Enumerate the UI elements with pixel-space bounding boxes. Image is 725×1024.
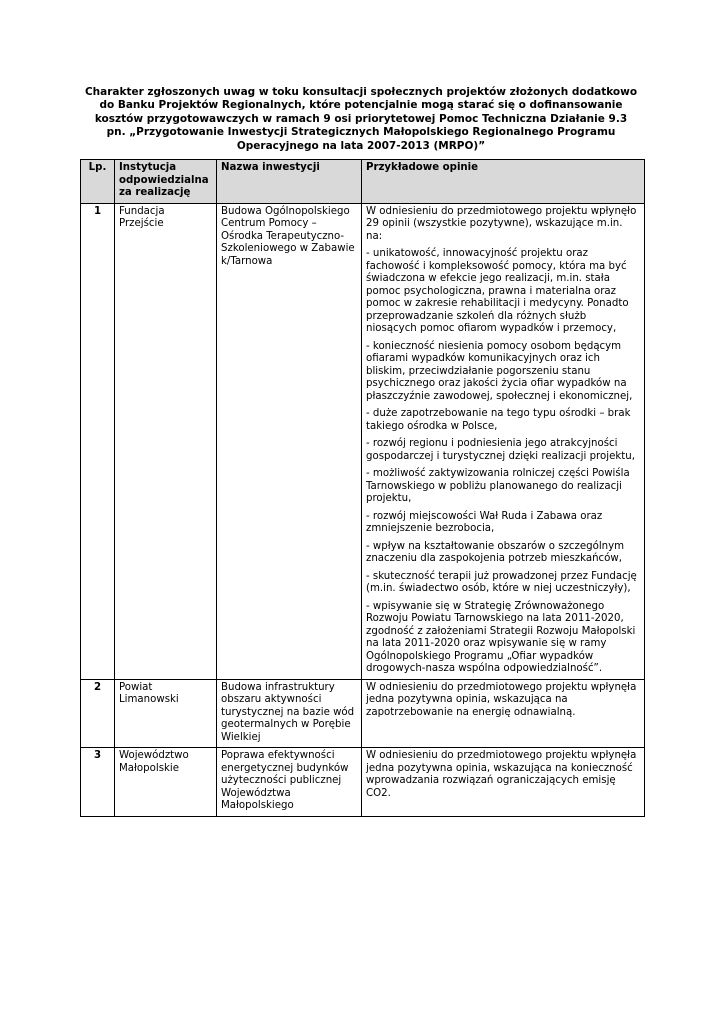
table-body [81, 203, 645, 816]
cell-institution: Powiat Limanowski [115, 679, 217, 748]
opinion-item: - wpisywanie się w Strategię Zrównoważonego Rozwoju Powiatu Tarnowskiego na lata 2011-2020, zgodność z założeniami Strategii Rozwoju Małopolski na lata 2011-2020 oraz wpisywanie się w ramy Ogólnopolskiego Programu „Ofiar wypadków drogowych-nasza wspólna odpowiedzialność”. [366, 600, 636, 674]
opinion-item: - możliwość zaktywizowania rolniczej części Powiśla Tarnowskiego w pobliżu planowanego do realizacji projektu, [366, 468, 630, 504]
cell-institution: Fundacja Przejście [115, 203, 217, 679]
consultation-table [80, 159, 645, 817]
opinion-item: - rozwój regionu i podniesienia jego atrakcyjności gospodarczej i turystycznej dzięki realizacji projektu, [366, 438, 635, 462]
header-institution: Instytucja odpowiedzialna za realizację [115, 160, 217, 204]
table-header-row [81, 160, 645, 204]
cell-lp: 1 [81, 203, 115, 679]
title-line: do Banku Projektów Regionalnych, które potencjalnie mogą starać się o dofinansowanie [99, 99, 623, 112]
header-opinions: Przykładowe opinie [362, 160, 645, 204]
title-line: Charakter zgłoszonych uwag w toku konsultacji społecznych projektów złożonych dodatkowo [84, 86, 638, 98]
table-row [81, 203, 645, 679]
opinion-intro: W odniesieniu do przedmiotowego projektu wpłynęła jedna pozytywna opinia, wskazująca na konieczność wprowadzania rozwiązań ograniczających emisję CO2. [366, 750, 637, 799]
table-row [81, 679, 645, 748]
header-investment: Nazwa inwestycji [217, 160, 362, 204]
cell-investment: Poprawa efektywności energetycznej budynków użyteczności publicznej Województwa Małopolskiego [217, 748, 362, 817]
cell-investment: Budowa Ogólnopolskiego Centrum Pomocy – Ośrodka Terapeutyczno-Szkoleniowego w Zabawie k/Tarnowa [217, 203, 362, 679]
cell-lp: 2 [81, 679, 115, 748]
document-title [78, 86, 644, 153]
title-line: Operacyjnego na lata 2007-2013 (MRPO)” [236, 139, 486, 152]
opinion-item: - duże zapotrzebowanie na tego typu ośrodki – brak takiego ośrodka w Polsce, [366, 408, 631, 432]
cell-opinions [362, 748, 645, 817]
cell-institution: Województwo Małopolskie [115, 748, 217, 817]
title-line: kosztów przygotowawczych w ramach 9 osi priorytetowej Pomoc Techniczna Działanie 9.3 [94, 112, 628, 125]
opinion-item: - konieczność niesienia pomocy osobom będącym ofiarami wypadków komunikacyjnych oraz ich bliskim, przeciwdziałanie pogorszeniu stanu psychicznego oraz jakości życia ofiar wypadków na płaszczyźnie zawodowej, społecznej i ekonomicznej, [366, 340, 633, 402]
opinion-intro: W odniesieniu do przedmiotowego projektu wpłynęła jedna pozytywna opinia, wskazująca na zapotrzebowanie na energię odnawialną. [366, 681, 637, 718]
opinion-item: - unikatowość, innowacyjność projektu oraz fachowość i kompleksowość pomocy, która ma być świadczona w efekcie jego realizacji, m.in. stała pomoc psychologiczna, prawna i materialna oraz pomoc w zakresie rehabilitacji i medycyny. Ponadto przeprowadzanie szkoleń dla różnych służb niosących pomoc ofiarom wypadków i przemocy, [366, 248, 629, 334]
opinion-item: - rozwój miejscowości Wał Ruda i Zabawa oraz zmniejszenie bezrobocia, [366, 510, 603, 534]
cell-opinions [362, 679, 645, 748]
opinion-item: - skuteczność terapii już prowadzonej przez Fundację (m.in. świadectwo osób, które w niej uczestniczyły), [366, 570, 637, 594]
table-row [81, 748, 645, 817]
title-line: pn. „Przygotowanie Inwestycji Strategicznych Małopolskiego Regionalnego Programu [106, 126, 616, 139]
cell-lp: 3 [81, 748, 115, 817]
header-lp: Lp. [81, 160, 115, 204]
opinion-intro: W odniesieniu do przedmiotowego projektu wpłynęło 29 opinii (wszystkie pozytywne), wskazujące m.in. na: [366, 205, 637, 242]
cell-investment: Budowa infrastruktury obszaru aktywności turystycznej na bazie wód geotermalnych w Porębie Wielkiej [217, 679, 362, 748]
cell-opinions [362, 203, 645, 679]
opinion-item: - wpływ na kształtowanie obszarów o szczególnym znaczeniu dla zaspokojenia potrzeb mieszkańców, [366, 540, 625, 564]
